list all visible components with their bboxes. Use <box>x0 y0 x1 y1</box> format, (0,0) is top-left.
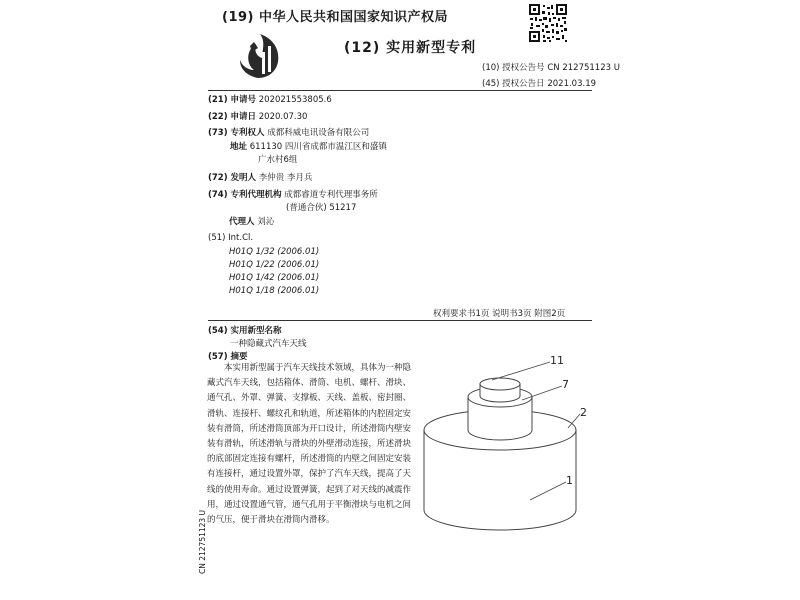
header-divider <box>208 90 592 91</box>
inventors-label: (72) 发明人 <box>208 173 257 183</box>
application-number-row <box>208 94 332 106</box>
address-label: 地址 <box>230 142 248 152</box>
application-date-label: (22) 申请日 <box>208 112 257 122</box>
agent-label: 代理人 <box>229 217 255 227</box>
cnipa-logo-icon <box>232 32 288 80</box>
application-number: 202021553805.6 <box>258 95 332 105</box>
agent-row <box>229 216 274 228</box>
utility-title-label: (54) 实用新型名称 <box>208 326 282 336</box>
ipc-class-1: H01Q 1/32 (2006.01) <box>229 247 320 257</box>
qr-code-icon <box>528 3 568 43</box>
ipc-label: (51) Int.Cl. <box>208 233 254 243</box>
figure-label-7: 7 <box>562 378 569 391</box>
page-counts: 权利要求书1页 说明书3页 附图2页 <box>433 309 566 319</box>
utility-title: 一种隐藏式汽车天线 <box>230 339 307 349</box>
patentee-row <box>208 127 369 139</box>
antenna-figure <box>410 350 600 550</box>
figure-label-1: 1 <box>566 474 573 487</box>
application-date-row <box>208 111 307 123</box>
address-row <box>230 141 387 153</box>
ipc-class-2: H01Q 1/22 (2006.01) <box>229 260 320 270</box>
agency-row <box>208 189 378 201</box>
section-divider <box>208 320 592 321</box>
address-line-2: 广水村6组 <box>258 155 298 165</box>
inventors: 李仲贵 李月兵 <box>258 173 313 183</box>
agency-label: (74) 专利代理机构 <box>208 190 282 200</box>
agent: 刘沁 <box>257 217 275 227</box>
patentee: 成都科威电讯设备有限公司 <box>267 128 370 138</box>
application-number-label: (21) 申请号 <box>208 95 257 105</box>
publication-date: (45) 授权公告日 2021.03.19 <box>482 79 597 89</box>
agency: 成都睿道专利代理事务所 <box>284 190 378 200</box>
figure-label-2: 2 <box>580 406 587 419</box>
figure-label-11: 11 <box>550 354 564 367</box>
abstract-label: (57) 摘要 <box>208 352 248 362</box>
patentee-label: (73) 专利权人 <box>208 128 265 138</box>
office-title: (19) 中华人民共和国国家知识产权局 <box>222 10 448 25</box>
agency-line-2: (普通合伙) 51217 <box>286 203 357 213</box>
document-type: (12) 实用新型专利 <box>344 40 477 56</box>
inventors-row <box>208 172 312 184</box>
application-date: 2020.07.30 <box>258 112 308 122</box>
ipc-class-4: H01Q 1/18 (2006.01) <box>229 286 320 296</box>
abstract-text: 本实用新型属于汽车天线技术领域，具体为一种隐藏式汽车天线，包括箱体、滑筒、电机、螺杆、滑块、通气孔、外罩、弹簧、支撑板、天线、盖板、密封圈、滑轨、连接杆、螺纹孔和轨道，所述箱体的内腔固定安装有滑筒，所述滑筒顶部为开口设计，所述滑筒内壁安装有滑轨，所述滑轨与滑块的外壁滑动连接，所述滑块的底部固定连接有螺杆，所述滑筒的内壁之间固定安装有连接杆，通过设置外罩，保护了汽车天线，提高了天线的使用寿命。通过设置弹簧，起到了对天线的减震作用，通过设置通气管，通气孔用于平衡滑块与电机之间的气压，便于滑块在滑筒内滑移。 <box>207 363 412 526</box>
address-line-1: 611130 四川省成都市温江区和盛镇 <box>249 142 387 152</box>
publication-number: (10) 授权公告号 CN 212751123 U <box>482 63 620 73</box>
ipc-class-3: H01Q 1/42 (2006.01) <box>229 273 320 283</box>
figure-top-cap-ellipse <box>480 378 520 390</box>
side-publication-number: CN 212751123 U <box>198 509 207 574</box>
